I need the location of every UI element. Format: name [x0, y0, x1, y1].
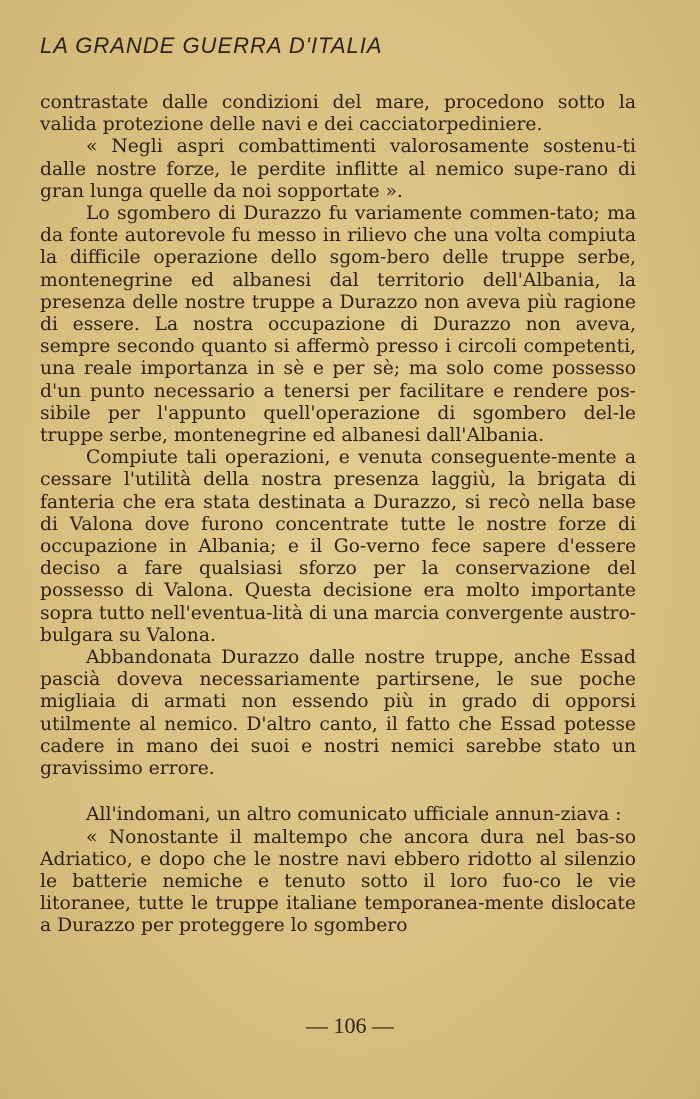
running-header: LA GRANDE GUERRA D'ITALIA [40, 33, 383, 58]
paragraph: « Nonostante il maltempo che ancora dura nel bas-so Adriatico, e dopo che le nostre navi ebbero ridotto al silenzio le batterie nemiche e tenuto sotto il loro fuo-co le vie litoranee, tutte le truppe italiane temporanea-mente dislocate a Durazzo per proteggere lo sgombero [40, 826, 636, 937]
paragraph: « Negli aspri combattimenti valorosamente sostenu-ti dalle nostre forze, le perdite inflitte al nemico supe-rano di gran lunga quelle da noi sopportate ». [40, 136, 636, 202]
paragraph: All'indomani, un altro comunicato ufficiale annun-ziava : [86, 804, 622, 826]
paragraph: contrastate dalle condizioni del mare, procedono sotto la valida protezione delle navi e dei cacciatorpediniere. [40, 92, 636, 136]
paragraph: Abbandonata Durazzo dalle nostre truppe, anche Essad pascià doveva necessariamente partirsene, le sue poche migliaia di armati non essendo più in grado di opporsi utilmente al nemico. D'altro canto, il fatto che Essad potesse cadere in mano dei suoi e nostri nemici sarebbe stato un gravissimo errore. [40, 647, 636, 780]
section-gap [40, 780, 636, 804]
paragraph: Lo sgombero di Durazzo fu variamente commen-tato; ma da fonte autorevole fu messo in rilievo che una volta compiuta la difficile operazione dello sgom-bero delle truppe serbe, montenegrine ed albanesi dal territorio dell'Albania, la presenza delle nostre truppe a Durazzo non aveva più ragione di essere. La nostra occupazione di Durazzo non aveva, sempre secondo quanto si affermò presso i circoli competenti, una reale importanza in sè e per sè; ma solo come possesso d'un punto necessario a tenersi per facilitare e rendere pos-sibile per l'appunto quell'operazione di sgombero del-le truppe serbe, montenegrine ed albanesi dall'Albania. [40, 203, 636, 447]
body-text [40, 92, 636, 938]
book-page [40, 32, 636, 938]
page-number: — 106 — [306, 1013, 394, 1038]
paragraph: Compiute tali operazioni, e venuta conseguente-mente a cessare l'utilità della nostra presenza laggiù, la brigata di fanteria che era stata destinata a Durazzo, si recò nella base di Valona dove furono concentrate tutte le nostre forze di occupazione in Albania; e il Go-verno fece sapere d'essere deciso a fare qualsiasi sforzo per la conservazione del possesso di Valona. Questa decisione era molto importante sopra tutto nell'eventua-lità di una marcia convergente austro-bulgara su Valona. [40, 447, 637, 646]
